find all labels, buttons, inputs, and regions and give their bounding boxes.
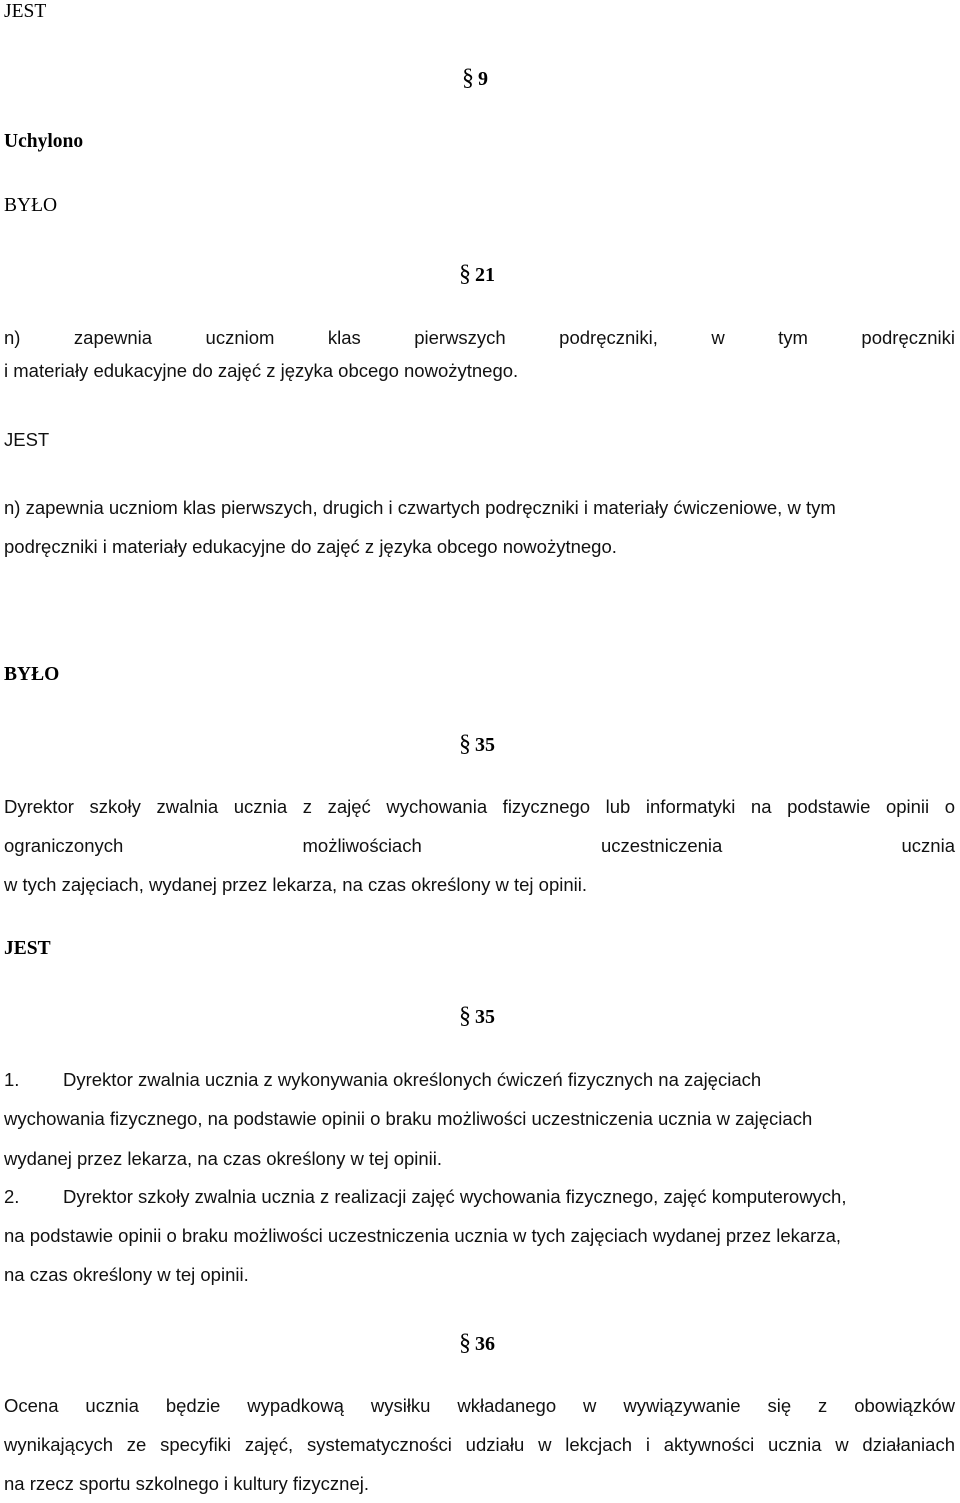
label-jest-1: JEST — [4, 1, 47, 22]
section-symbol: § — [459, 1330, 471, 1356]
label-bylo-1: BYŁO — [4, 195, 58, 216]
paragraph-line: na rzecz sportu szkolnego i kultury fizycznej. — [4, 1473, 370, 1494]
paragraph-line: Dyrektor szkoły zwalnia ucznia z zajęć wychowania fizycznego lub informatyki na podstawie opinii o — [4, 796, 955, 817]
section-number: 21 — [475, 264, 495, 286]
section-symbol: § — [459, 731, 471, 757]
point-2-line-2: na podstawie opinii o braku możliwości uczestniczenia ucznia w tych zajęciach wydanej przez lekarza, — [4, 1225, 842, 1246]
section-heading-21 — [459, 262, 495, 286]
section-symbol: § — [462, 65, 474, 91]
label-jest-2: JEST — [4, 429, 50, 450]
point-2-line-1: Dyrektor szkoły zwalnia ucznia z realizacji zajęć wychowania fizycznego, zajęć komputerowych, — [63, 1186, 847, 1207]
point-2-line-3: na czas określony w tej opinii. — [4, 1264, 249, 1285]
section-heading-35-new — [459, 1004, 495, 1028]
paragraph-line: n) zapewnia uczniom klas pierwszych podręczniki, w tym podręczniki — [4, 327, 955, 348]
paragraph-line: wynikających ze specyfiki zajęć, systematyczności udziału w lekcjach i aktywności ucznia w działaniach — [4, 1434, 955, 1455]
paragraph-jest-21 — [4, 488, 955, 566]
section-symbol: § — [459, 1003, 471, 1029]
section-number: 36 — [475, 1333, 495, 1355]
paragraph-36 — [4, 1386, 955, 1503]
section-number: 9 — [478, 68, 488, 90]
section-heading-35-old — [459, 732, 495, 756]
uchylono-text: Uchylono — [4, 131, 84, 152]
point-number-2: 2. — [4, 1186, 20, 1207]
point-1-line-3: wydanej przez lekarza, na czas określony w tej opinii. — [4, 1148, 443, 1169]
paragraph-line: Ocena ucznia będzie wypadkową wysiłku wkładanego w wywiązywanie się z obowiązków — [4, 1395, 955, 1416]
paragraph-line: w tych zajęciach, wydanej przez lekarza, na czas określony w tej opinii. — [4, 874, 588, 895]
label-jest-3: JEST — [4, 938, 51, 959]
paragraph-bylo-21 — [4, 318, 955, 390]
paragraph-line: ograniczonych możliwościach uczestniczenia ucznia — [4, 835, 955, 856]
section-number: 35 — [475, 734, 495, 756]
paragraph-line: podręczniki i materiały edukacyjne do zajęć z języka obcego nowożytnego. — [4, 536, 617, 557]
section-number: 35 — [475, 1006, 495, 1028]
paragraph-line: i materiały edukacyjne do zajęć z języka obcego nowożytnego. — [4, 360, 519, 381]
section-heading-36 — [459, 1331, 495, 1355]
section-heading-9 — [462, 66, 488, 90]
point-1-line-1: Dyrektor zwalnia ucznia z wykonywania określonych ćwiczeń fizycznych na zajęciach — [63, 1069, 762, 1090]
paragraph-bylo-35 — [4, 787, 955, 904]
paragraph-line: n) zapewnia uczniom klas pierwszych, drugich i czwartych podręczniki i materiały ćwiczeniowe, w tym — [4, 497, 836, 518]
section-symbol: § — [459, 261, 471, 287]
point-1-line-2: wychowania fizycznego, na podstawie opinii o braku możliwości uczestniczenia ucznia w zajęciach — [4, 1108, 813, 1129]
point-number-1: 1. — [4, 1069, 20, 1090]
label-bylo-2: BYŁO — [4, 664, 60, 685]
